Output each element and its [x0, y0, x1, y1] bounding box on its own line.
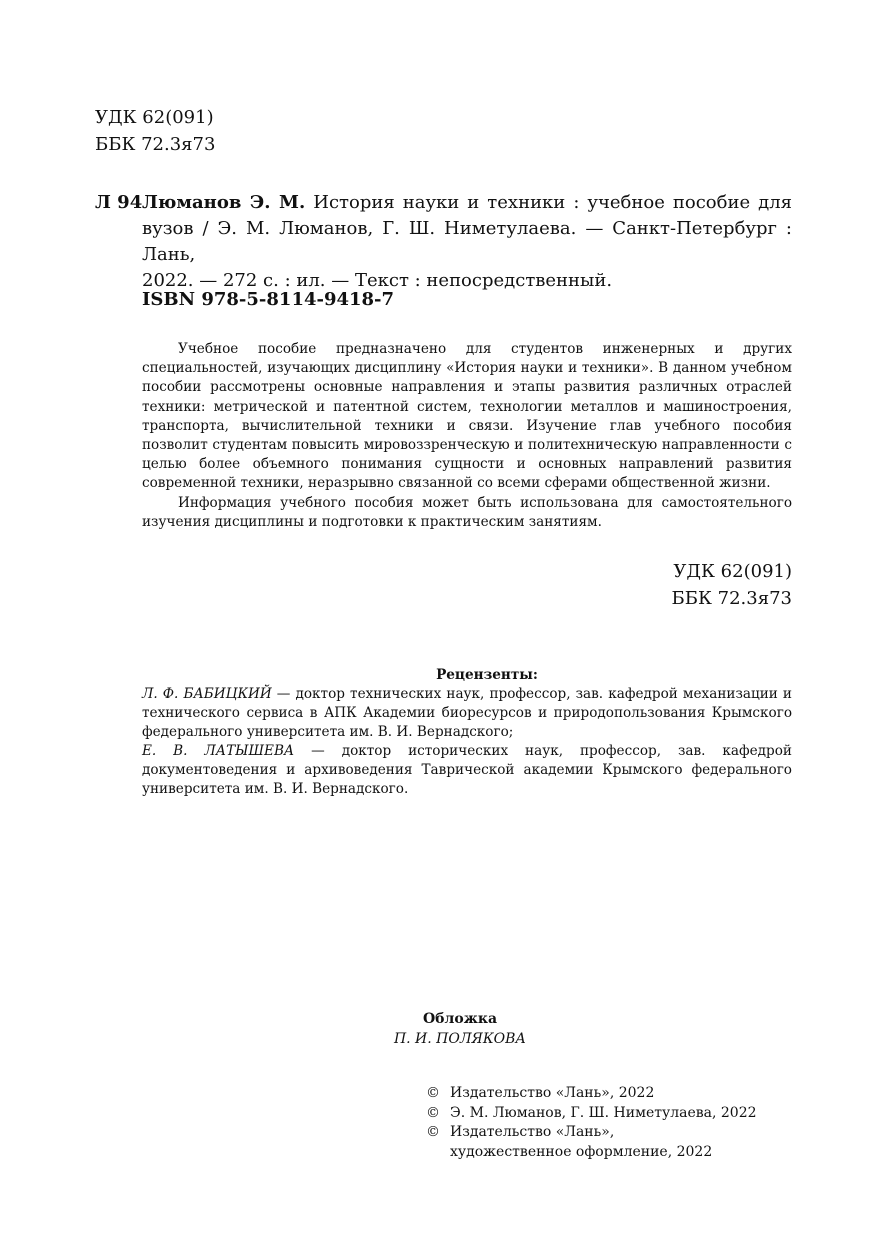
bbk-code-right: ББК 72.3я73	[671, 588, 792, 609]
reviewer-2-name: Е. В. ЛАТЫШЕВА	[142, 743, 295, 759]
title-line-1: История науки и техники : учебное пособие для	[313, 192, 792, 213]
udk-bbk-header	[95, 104, 215, 158]
copyright-line-3: © Издательство «Лань»,	[426, 1123, 806, 1143]
annotation-paragraph-1: Учебное пособие предназначено для студентов инженерных и других специальностей, изучающих дисциплину «История науки и техники». В данном учебном пособии рассмотрены основные направления и этапы развития различных отраслей техники: метрической и патентной систем, технологии металлов и машиностроения, транспорта, вычислительной техники и связи. Изучение глав учебного пособия позволит студентам повысить мировоззренческую и политехническую направленности с целью более объемного понимания сущности и основных направлений развития современной техники, неразрывно связанной со всеми сферами общественной жизни.	[142, 341, 792, 492]
reviewer-2-text: — доктор исторических наук, профессор, зав. кафедрой документоведения и архивоведения Таврической академии Крымского федерального университета им. В. И. Вернадского.	[142, 743, 792, 797]
isbn: ISBN 978-5-8114-9418-7	[142, 289, 395, 310]
udk-code: УДК 62(091)	[95, 107, 214, 128]
cover-credit	[300, 1009, 620, 1049]
reviewer-2	[142, 742, 792, 799]
copyright-icon: ©	[426, 1124, 440, 1140]
title-line-3: 2022. — 272 с. : ил. — Текст : непосредственный.	[142, 270, 613, 291]
cover-title: Обложка	[422, 1011, 498, 1027]
bibliographic-record	[142, 190, 792, 294]
copyright-icon: ©	[426, 1104, 440, 1121]
author-mark: Л 94	[95, 192, 143, 213]
copyright-line-2: © Э. М. Люманов, Г. Ш. Ниметулаева, 2022	[426, 1104, 806, 1124]
annotation	[142, 340, 792, 532]
author-name: Люманов Э. М.	[142, 192, 306, 213]
title-line-2: вузов / Э. М. Люманов, Г. Ш. Ниметулаева. — Санкт-Петербург : Лань,	[142, 218, 792, 265]
copyright-block	[426, 1084, 806, 1162]
annotation-paragraph-2: Информация учебного пособия может быть использована для самостоятельного изучения дисциплины и подготовки к практическим занятиям.	[142, 494, 792, 530]
reviewer-1	[142, 685, 792, 742]
copyright-icon: ©	[426, 1085, 440, 1101]
reviewers-section	[142, 666, 792, 799]
reviewer-1-text: — доктор технических наук, профессор, зав. кафедрой механизации и технического сервиса в АПК Академии биоресурсов и природопользования Крымского федерального университета им. В. И. Вернадского;	[142, 686, 792, 740]
copyright-line-3-cont: художественное оформление, 2022	[450, 1143, 713, 1160]
bbk-code: ББК 72.3я73	[95, 134, 216, 155]
reviewer-1-name: Л. Ф. БАБИЦКИЙ	[142, 686, 272, 702]
copyright-line-1: © Издательство «Лань», 2022	[426, 1084, 806, 1104]
udk-bbk-footer	[600, 558, 792, 612]
udk-code-right: УДК 62(091)	[673, 561, 792, 582]
reviewers-title: Рецензенты:	[436, 667, 538, 683]
cover-designer: П. И. ПОЛЯКОВА	[393, 1031, 527, 1047]
